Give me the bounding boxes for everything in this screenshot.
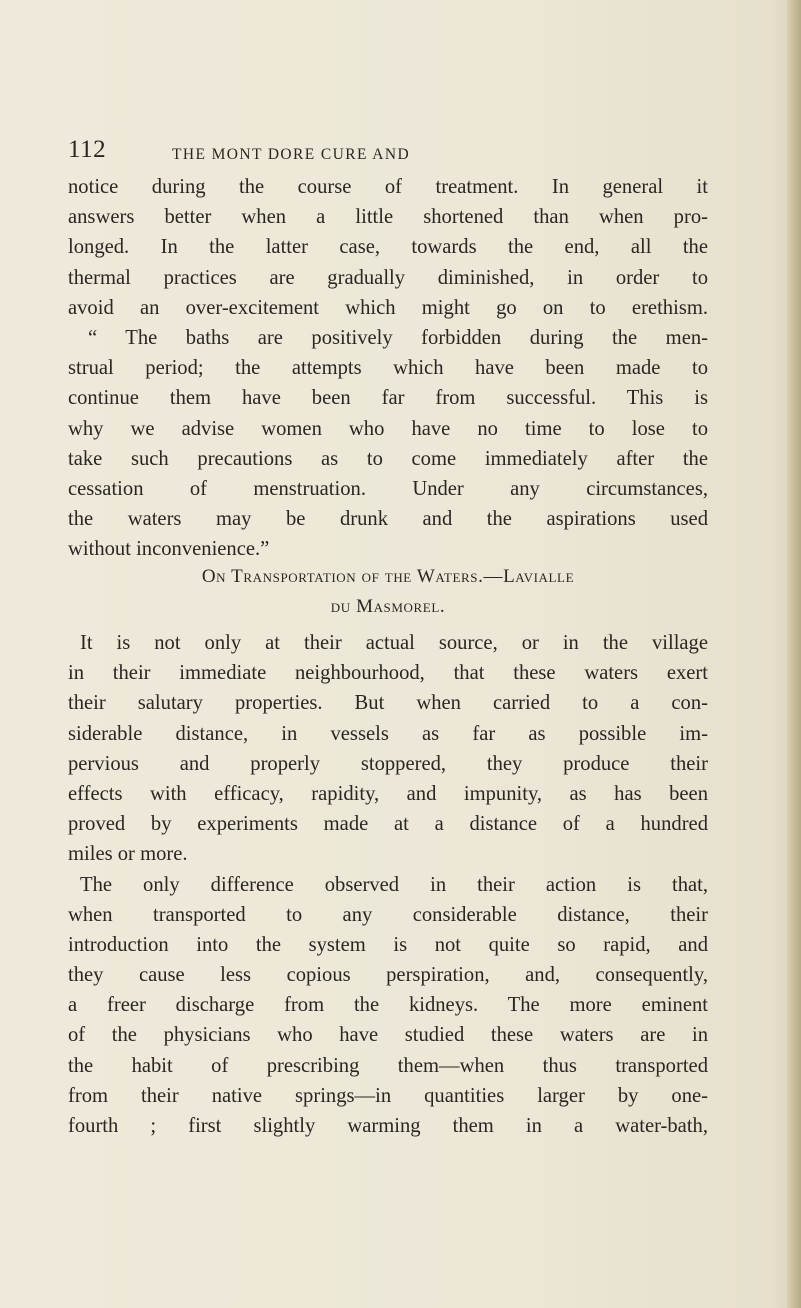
text-line: effects with efficacy, rapidity, and impunity, as has been bbox=[68, 782, 708, 805]
text-line: why we advise women who have no time to lose to bbox=[68, 417, 708, 440]
text-line: cessation of menstruation. Under any circumstances, bbox=[68, 477, 708, 500]
text-line: the habit of prescribing them—when thus transported bbox=[68, 1054, 708, 1077]
text-line: notice during the course of treatment. In general it bbox=[68, 176, 708, 198]
text-line: they cause less copious perspiration, and, consequently, bbox=[68, 964, 708, 987]
text-line: the waters may be drunk and the aspirations used bbox=[68, 508, 708, 531]
text-line: The only difference observed in their action is that, bbox=[80, 873, 708, 896]
text-line: It is not only at their actual source, or in the village bbox=[80, 632, 708, 654]
text-line: a freer discharge from the kidneys. The more eminent bbox=[68, 994, 708, 1017]
text-line: strual period; the attempts which have been made to bbox=[68, 357, 708, 380]
text-line: continue them have been far from successful. This is bbox=[68, 387, 708, 410]
page-edge bbox=[787, 0, 801, 1308]
text-line: pervious and properly stoppered, they produce their bbox=[68, 752, 708, 775]
text-line: of the physicians who have studied these waters are in bbox=[68, 1024, 708, 1047]
running-head: THE MONT DORE CURE AND bbox=[172, 146, 411, 163]
text-line: proved by experiments made at a distance of a hundred bbox=[68, 813, 708, 836]
text-line: siderable distance, in vessels as far as possible im- bbox=[68, 722, 708, 745]
paragraph-1 bbox=[68, 172, 708, 564]
section-heading-line-1: On Transportation of the Waters.—Lavialle bbox=[201, 566, 575, 587]
text-line: longed. In the latter case, towards the end, all the bbox=[68, 236, 708, 259]
text-line: introduction into the system is not quite so rapid, and bbox=[68, 933, 708, 956]
paragraph-2-3 bbox=[68, 628, 708, 1141]
text-line: thermal practices are gradually diminished, in order to bbox=[68, 266, 708, 289]
text-line: answers better when a little shortened than when pro- bbox=[68, 206, 708, 229]
page-header bbox=[68, 136, 708, 168]
section-heading-line-2: du Masmorel. bbox=[330, 596, 446, 617]
text-line: when transported to any considerable distance, their bbox=[68, 903, 708, 926]
text-line: “ The baths are positively forbidden during the men- bbox=[88, 326, 708, 349]
text-line: in their immediate neighbourhood, that these waters exert bbox=[68, 662, 708, 685]
text-line: avoid an over-excitement which might go on to erethism. bbox=[68, 296, 708, 319]
text-line: take such precautions as to come immediately after the bbox=[68, 447, 708, 470]
page-number: 112 bbox=[68, 136, 107, 163]
text-line: without inconvenience.” bbox=[68, 538, 270, 561]
text-line: fourth ; first slightly warming them in a water-bath, bbox=[68, 1115, 708, 1137]
section-heading bbox=[68, 562, 708, 622]
text-line: miles or more. bbox=[68, 843, 188, 866]
text-line: from their native springs—in quantities larger by one- bbox=[68, 1084, 708, 1107]
text-line: their salutary properties. But when carried to a con- bbox=[68, 692, 708, 715]
